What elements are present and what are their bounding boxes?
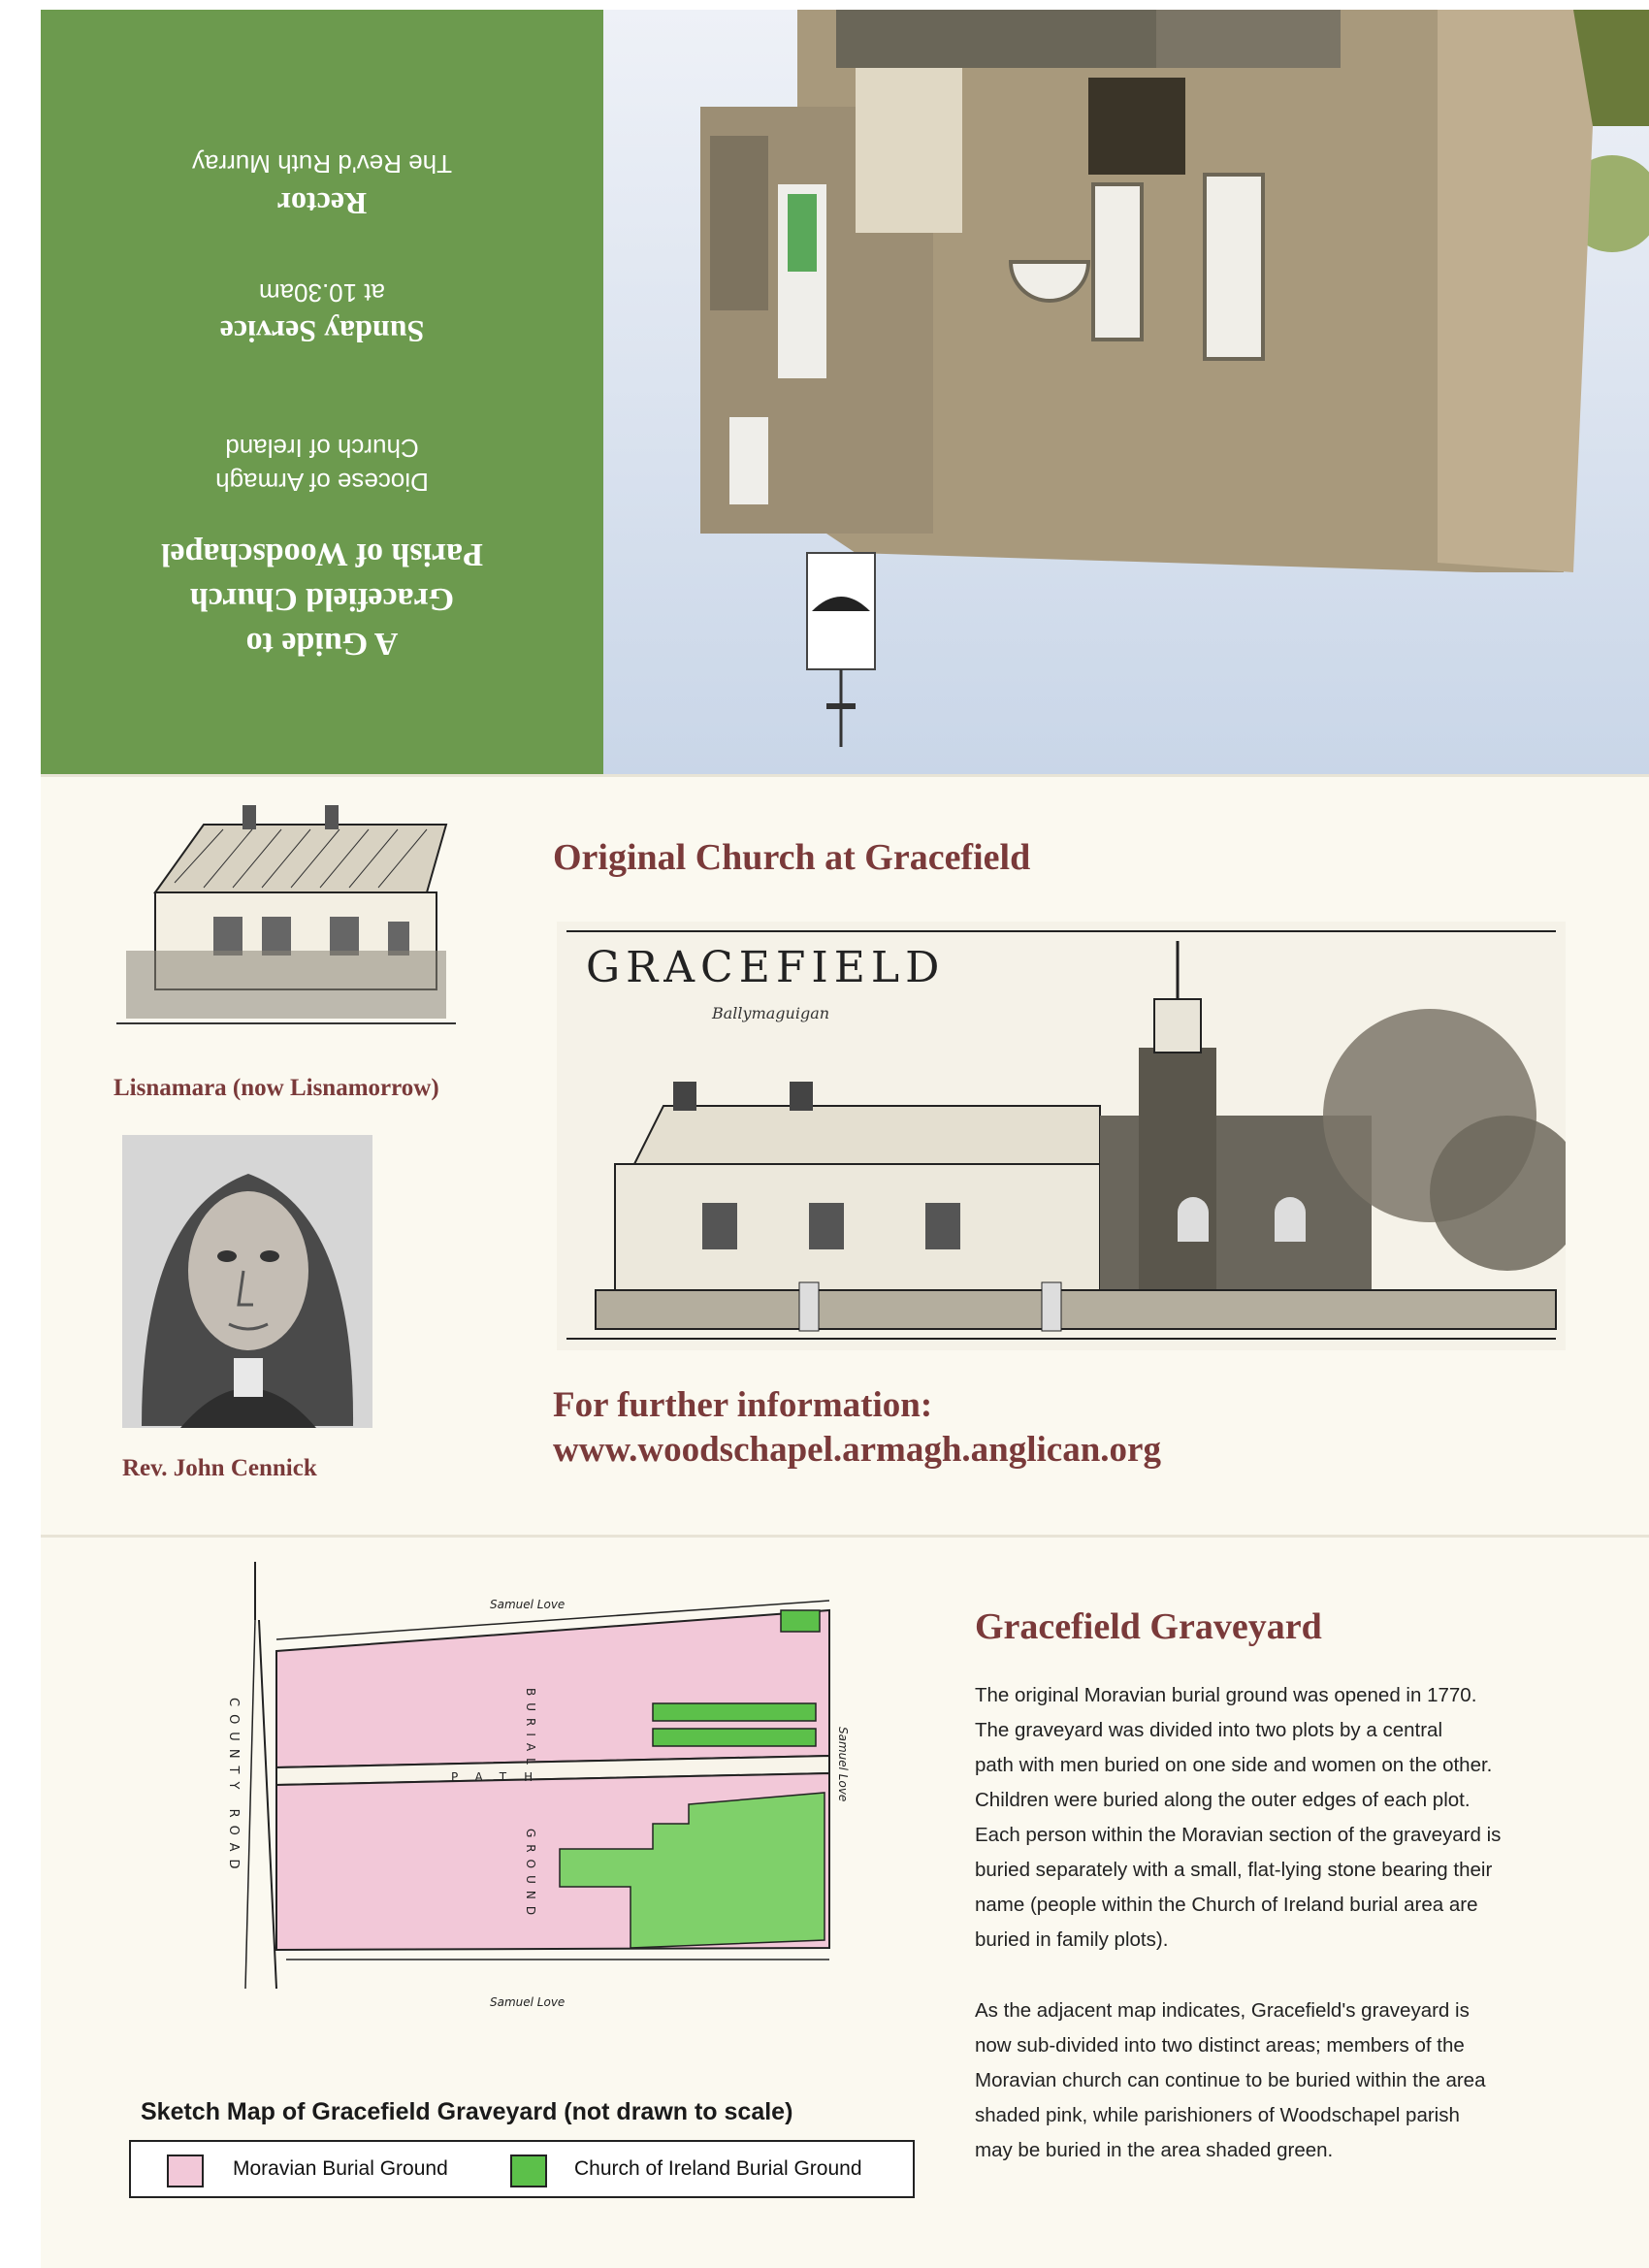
paragraph-line: buried in family plots). bbox=[975, 1928, 1169, 1951]
fold-line bbox=[41, 774, 1649, 777]
service-label: Sunday Service bbox=[219, 314, 425, 349]
paragraph-line: may be buried in the area shaded green. bbox=[975, 2139, 1334, 2161]
map-label-bottom: Samuel Love bbox=[490, 1995, 566, 2009]
graveyard-map bbox=[218, 1562, 858, 2018]
cennick-portrait bbox=[122, 1135, 372, 1428]
cover-text-rotated bbox=[41, 10, 603, 774]
map-label-top: Samuel Love bbox=[490, 1598, 566, 1611]
legend-swatch-green bbox=[510, 2155, 547, 2187]
paragraph-line: Moravian church can continue to be buried within the area bbox=[975, 2069, 1486, 2091]
paragraph-line: name (people within the Church of Ireland burial area are bbox=[975, 1894, 1478, 1916]
diocese-text: Diocese of Armagh bbox=[215, 468, 429, 497]
legend-swatch-pink bbox=[167, 2155, 204, 2187]
paragraph-line: path with men buried on one side and women on the other. bbox=[975, 1754, 1493, 1776]
paragraph-line: As the adjacent map indicates, Gracefield's graveyard is bbox=[975, 1999, 1470, 2022]
church-photo bbox=[603, 10, 1649, 774]
original-church-heading: Original Church at Gracefield bbox=[553, 837, 1031, 878]
house-sketch-graphic bbox=[116, 805, 466, 1048]
rector-name: The Rev'd Ruth Murray bbox=[192, 149, 452, 178]
map-label-burial: BURIAL bbox=[524, 1688, 537, 1771]
church-text: Church of Ireland bbox=[225, 434, 419, 463]
cover-title bbox=[41, 532, 603, 665]
cover-panel bbox=[41, 10, 603, 774]
graveyard-paragraph-1 bbox=[975, 1678, 1615, 1958]
lisnamara-sketch bbox=[116, 805, 466, 1048]
cover-diocese bbox=[41, 431, 603, 499]
rector-label: Rector bbox=[276, 186, 368, 221]
graveyard-map-graphic bbox=[218, 1562, 858, 2018]
legend-label-church-of-ireland: Church of Ireland Burial Ground bbox=[574, 2157, 862, 2180]
cover-title-line: Parish of Woodschapel bbox=[161, 536, 483, 572]
legend-label-moravian: Moravian Burial Ground bbox=[233, 2157, 448, 2180]
portrait-caption: Rev. John Cennick bbox=[122, 1455, 317, 1481]
graveyard-paragraph-2 bbox=[975, 1993, 1615, 2168]
paragraph-line: The graveyard was divided into two plots by a central bbox=[975, 1719, 1443, 1741]
graveyard-heading: Gracefield Graveyard bbox=[975, 1606, 1322, 1647]
paragraph-line: now sub-divided into two distinct areas; members of the bbox=[975, 2034, 1465, 2057]
paragraph-line: Each person within the Moravian section of the graveyard is bbox=[975, 1824, 1502, 1846]
map-label-ground: GROUND bbox=[524, 1829, 537, 1923]
church-photo-graphic bbox=[603, 10, 1649, 774]
paragraph-line: The original Moravian burial ground was opened in 1770. bbox=[975, 1684, 1477, 1706]
paragraph-line: shaded pink, while parishioners of Woodschapel parish bbox=[975, 2104, 1460, 2126]
paragraph-line: Children were buried along the outer edges of each plot. bbox=[975, 1789, 1471, 1811]
gracefield-church-sketch bbox=[557, 922, 1566, 1350]
church-sketch-graphic bbox=[557, 922, 1566, 1350]
portrait-graphic bbox=[122, 1135, 372, 1428]
service-time: at 10.30am bbox=[258, 278, 386, 308]
further-label: For further information: bbox=[553, 1385, 933, 1425]
sketch-lettering: GRACEFIELD bbox=[586, 943, 946, 992]
house-caption: Lisnamara (now Lisnamorrow) bbox=[113, 1075, 439, 1101]
map-title: Sketch Map of Gracefield Graveyard (not drawn to scale) bbox=[141, 2098, 793, 2125]
website-link[interactable]: www.woodschapel.armagh.anglican.org bbox=[553, 1430, 1161, 1470]
cover-title-line: Gracefield Church bbox=[189, 581, 455, 617]
further-information bbox=[553, 1383, 1161, 1473]
map-label-road: COUNTY ROAD bbox=[226, 1698, 241, 1877]
paragraph-line: buried separately with a small, flat-lying stone bearing their bbox=[975, 1859, 1493, 1881]
map-label-path: PATH bbox=[451, 1770, 551, 1784]
fold-line bbox=[41, 1535, 1649, 1538]
sketch-sublettering: Ballymaguigan bbox=[712, 1004, 830, 1022]
map-label-right: Samuel Love bbox=[836, 1727, 850, 1802]
cover-title-line: A Guide to bbox=[245, 626, 399, 662]
map-legend bbox=[129, 2140, 915, 2198]
